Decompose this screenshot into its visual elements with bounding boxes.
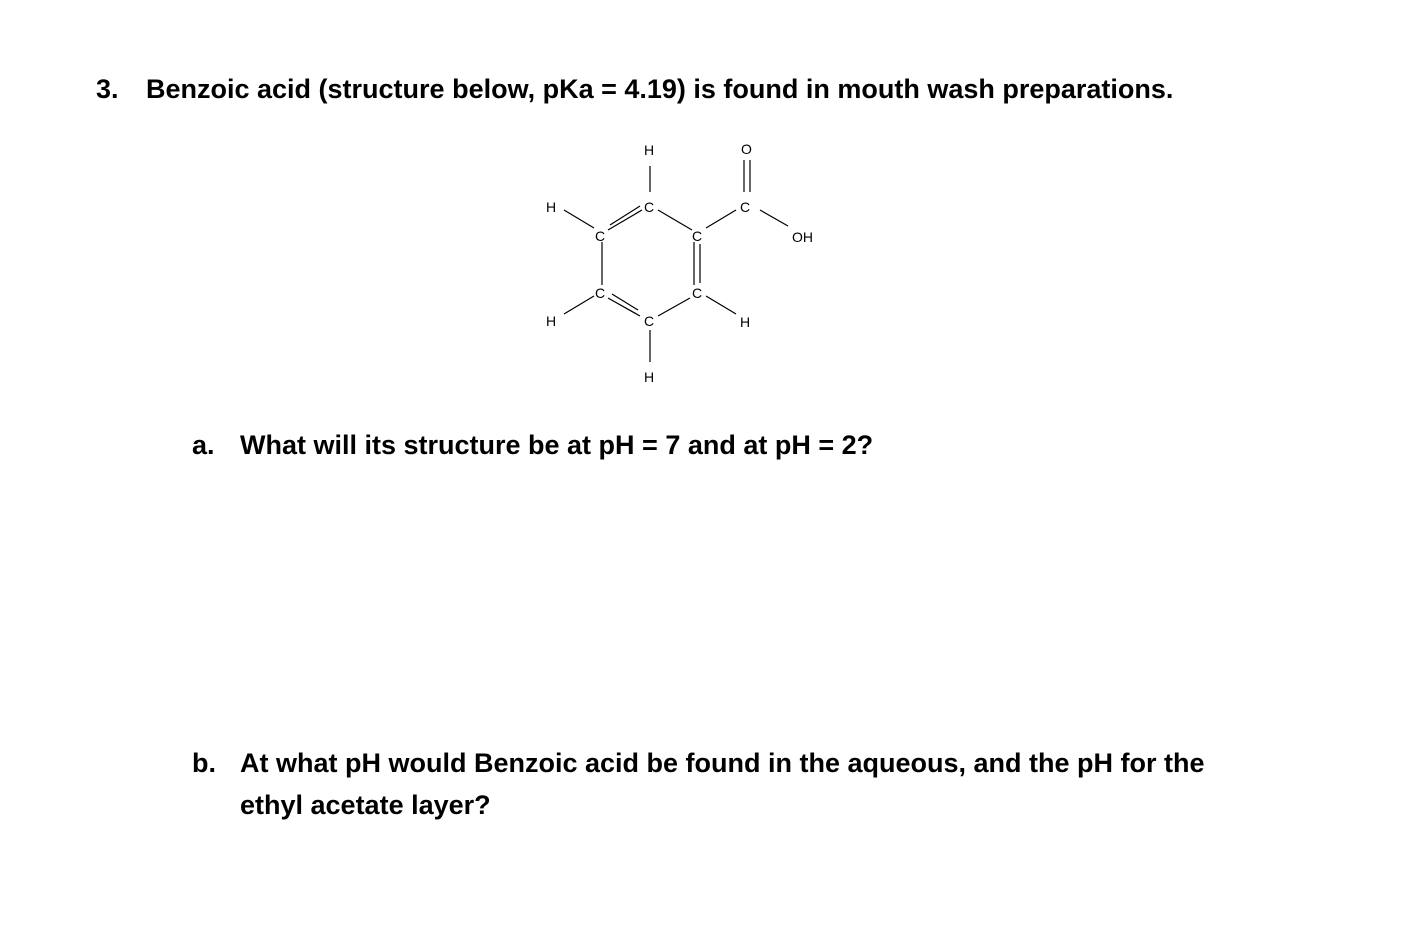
benzoic-acid-structure — [520, 130, 840, 400]
bond-c4-c5 — [658, 298, 690, 316]
bond-c-oh — [760, 210, 788, 226]
atom-c6: C — [595, 285, 606, 301]
atom-h-c6: H — [546, 313, 557, 329]
bond-c1-c2 — [608, 210, 642, 230]
atom-c1: C — [595, 228, 606, 244]
atom-h-c1: H — [546, 199, 557, 215]
question-number: 3. — [96, 74, 119, 104]
atom-o-carbonyl: O — [741, 141, 752, 157]
bond-c2-c3 — [658, 210, 692, 230]
atom-h-c4: H — [740, 314, 751, 330]
question-text: Benzoic acid (structure below, pKa = 4.19) is found in mouth wash preparations. — [146, 74, 1174, 104]
bond-c4-h — [706, 296, 736, 314]
bond-c3-carboxyl — [706, 210, 736, 228]
part-a-label: a. — [192, 430, 215, 460]
atom-c4: C — [692, 285, 703, 301]
part-b-label: b. — [192, 748, 216, 778]
part-a-text: What will its structure be at pH = 7 and at pH = 2? — [240, 430, 874, 460]
atom-h-c5: H — [644, 369, 655, 385]
part-b-text-line-2: ethyl acetate layer? — [240, 790, 491, 820]
bond-c1-h — [564, 210, 594, 228]
part-b-text-line-1: At what pH would Benzoic acid be found in the aqueous, and the pH for the — [240, 748, 1205, 778]
atom-c5: C — [644, 313, 655, 329]
atom-oh: OH — [792, 229, 813, 245]
bond-c1-c2-double — [610, 206, 640, 225]
atom-c-carboxyl: C — [740, 199, 751, 215]
atom-c3: C — [692, 228, 703, 244]
bond-c6-h — [564, 296, 594, 314]
atom-c2: C — [644, 199, 655, 215]
atom-h-c2: H — [644, 142, 655, 158]
